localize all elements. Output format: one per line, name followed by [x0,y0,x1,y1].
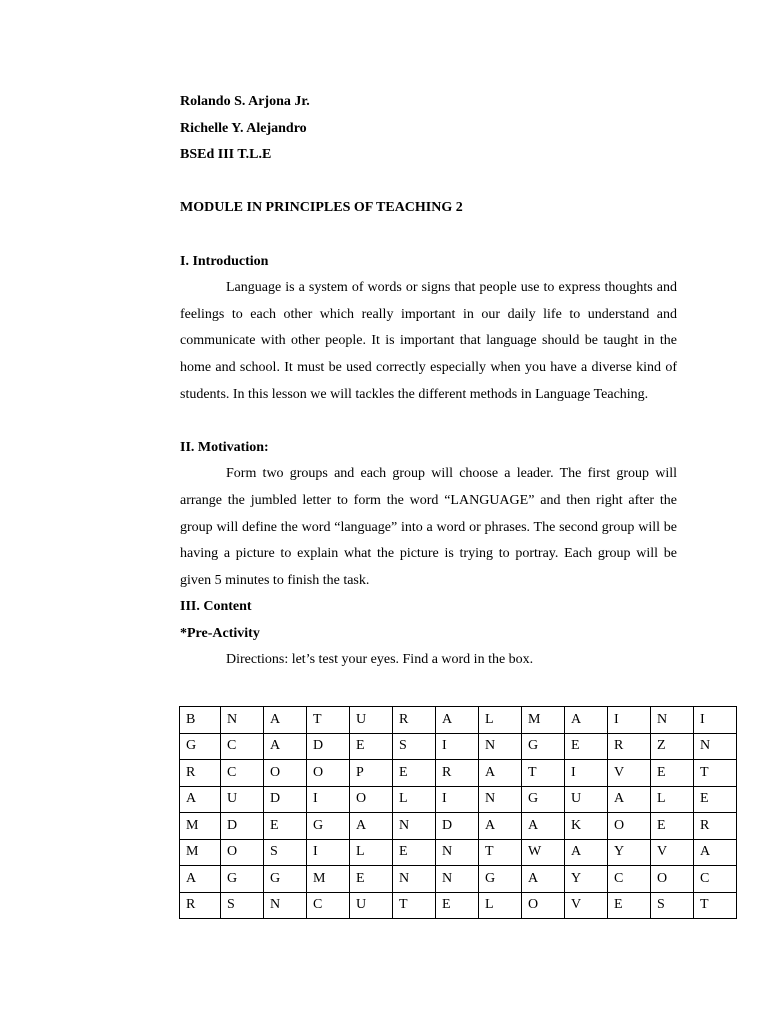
grid-cell: A [522,813,565,840]
grid-cell: C [608,866,651,893]
grid-cell: A [264,707,307,734]
grid-cell: N [651,707,694,734]
grid-cell: C [221,760,264,787]
grid-cell: T [479,839,522,866]
grid-cell: A [180,866,221,893]
grid-cell: N [479,786,522,813]
grid-cell: E [393,760,436,787]
grid-cell: T [522,760,565,787]
grid-row [180,813,737,840]
grid-cell: O [221,839,264,866]
grid-cell: K [565,813,608,840]
grid-cell: L [651,786,694,813]
grid-cell: A [479,813,522,840]
grid-row [180,733,737,760]
grid-cell: U [350,707,393,734]
grid-cell: Y [608,839,651,866]
grid-cell: N [694,733,737,760]
grid-cell: O [307,760,350,787]
grid-cell: A [264,733,307,760]
grid-cell: V [565,892,608,919]
grid-cell: L [479,892,522,919]
grid-cell: G [180,733,221,760]
grid-cell: O [651,866,694,893]
grid-cell: E [350,733,393,760]
grid-cell: O [350,786,393,813]
grid-cell: L [479,707,522,734]
grid-cell: M [522,707,565,734]
grid-cell: B [180,707,221,734]
grid-cell: N [264,892,307,919]
grid-cell: M [307,866,350,893]
grid-cell: S [651,892,694,919]
grid-cell: A [694,839,737,866]
grid-cell: O [522,892,565,919]
grid-cell: Y [565,866,608,893]
grid-cell: D [221,813,264,840]
grid-cell: L [350,839,393,866]
grid-cell: A [565,839,608,866]
grid-cell: U [565,786,608,813]
grid-cell: N [436,839,479,866]
grid-cell: V [651,839,694,866]
grid-row [180,866,737,893]
grid-cell: N [393,866,436,893]
grid-cell: V [608,760,651,787]
grid-cell: M [180,813,221,840]
grid-cell: I [565,760,608,787]
grid-cell: M [180,839,221,866]
grid-cell: R [608,733,651,760]
grid-cell: E [565,733,608,760]
grid-row [180,760,737,787]
grid-cell: I [694,707,737,734]
grid-cell: S [393,733,436,760]
grid-cell: E [651,760,694,787]
grid-cell: E [393,839,436,866]
grid-cell: R [694,813,737,840]
grid-cell: I [608,707,651,734]
directions-text: Directions: let’s test your eyes. Find a word in the box. [226,652,534,668]
grid-cell: G [307,813,350,840]
grid-cell: U [350,892,393,919]
grid-cell: R [393,707,436,734]
course-label: BSEd III T.L.E [180,147,272,163]
grid-row [180,707,737,734]
intro-heading: I. Introduction [180,253,269,269]
motivation-paragraph: Form two groups and each group will choose a leader. The first group will arrange the jumbled letter to form the word “LANGUAGE” and then right after the group will define the word “language” into a word or phrases. The second group will be having a picture to explain what the picture is trying to portray. Each group will be given 5 minutes to finish the task. [180,466,677,588]
grid-cell: A [565,707,608,734]
grid-cell: T [694,892,737,919]
grid-cell: A [522,866,565,893]
grid-cell: S [221,892,264,919]
grid-cell: G [221,866,264,893]
grid-cell: T [393,892,436,919]
grid-cell: G [264,866,307,893]
grid-cell: L [393,786,436,813]
grid-cell: A [479,760,522,787]
grid-cell: A [608,786,651,813]
grid-row [180,892,737,919]
grid-cell: G [522,733,565,760]
grid-cell: A [180,786,221,813]
grid-cell: I [307,839,350,866]
grid-cell: N [479,733,522,760]
document-page [180,89,677,674]
motivation-heading: II. Motivation: [180,439,269,455]
grid-cell: G [479,866,522,893]
grid-cell: C [694,866,737,893]
grid-cell: E [436,892,479,919]
grid-cell: Z [651,733,694,760]
grid-cell: R [180,892,221,919]
grid-cell: R [436,760,479,787]
grid-cell: A [350,813,393,840]
content-heading: III. Content [180,599,252,615]
grid-cell: N [393,813,436,840]
grid-cell: E [264,813,307,840]
grid-cell: R [180,760,221,787]
grid-cell: I [307,786,350,813]
grid-cell: O [608,813,651,840]
grid-cell: D [307,733,350,760]
grid-cell: I [436,786,479,813]
grid-cell: U [221,786,264,813]
grid-cell: E [608,892,651,919]
grid-cell: A [436,707,479,734]
grid-cell: T [307,707,350,734]
word-search-grid [179,706,737,919]
grid-cell: E [694,786,737,813]
grid-cell: C [307,892,350,919]
grid-cell: D [264,786,307,813]
grid-cell: E [651,813,694,840]
author-name-2: Richelle Y. Alejandro [180,120,307,136]
document-title: MODULE IN PRINCIPLES OF TEACHING 2 [180,200,463,216]
grid-cell: E [350,866,393,893]
grid-cell: N [221,707,264,734]
grid-cell: S [264,839,307,866]
intro-paragraph: Language is a system of words or signs that people use to express thoughts and feelings to each other which really important in our daily life to understand and communicate with other people. It is important that language should be taught in the home and school. It must be used correctly especially when you have a diverse kind of students. In this lesson we will tackles the different methods in Language Teaching. [180,280,677,402]
grid-cell: O [264,760,307,787]
grid-cell: T [694,760,737,787]
grid-cell: I [436,733,479,760]
grid-row [180,839,737,866]
grid-cell: W [522,839,565,866]
grid-cell: N [436,866,479,893]
pre-activity-heading: *Pre-Activity [180,625,260,641]
grid-cell: G [522,786,565,813]
grid-row [180,786,737,813]
grid-cell: P [350,760,393,787]
grid-cell: C [221,733,264,760]
author-name-1: Rolando S. Arjona Jr. [180,94,310,109]
grid-cell: D [436,813,479,840]
